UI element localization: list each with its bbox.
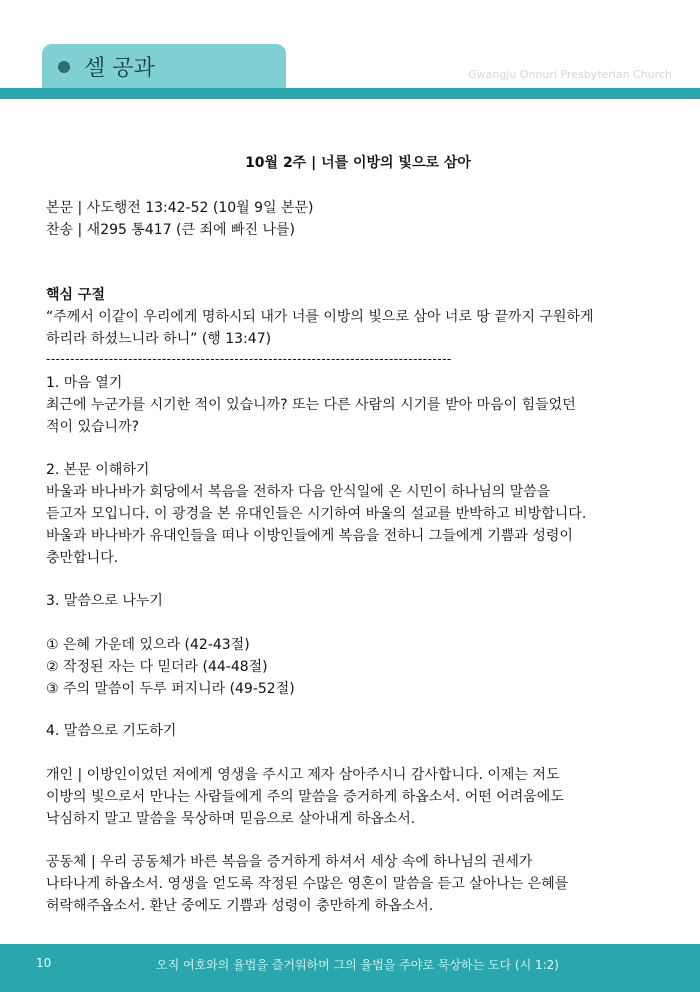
passage: 본문 | 사도행전 13:42-52 (10월 9일 본문) <box>46 200 314 216</box>
paragraph-line: 적이 있습니까? <box>46 419 140 435</box>
header-bar <box>0 88 700 99</box>
paragraph-line: 이방의 빛으로서 만나는 사람들에게 주의 말씀을 증거하게 하옵소서. 어떤 어려움에도 <box>46 789 564 805</box>
bullet-dot-icon <box>58 61 70 73</box>
divider: ------------------------------------------------------------------------------------ <box>46 352 452 366</box>
paragraph-line: 허락해주옵소서. 환난 중에도 기쁨과 성령이 충만하게 하옵소서. <box>46 898 434 914</box>
key-verse-heading: 핵심 구절 <box>46 287 105 303</box>
header-tab <box>42 44 286 88</box>
list-item: ② 작정된 자는 다 믿더라 (44-48절) <box>46 659 268 675</box>
paragraph-line: 공동체 | 우리 공동체가 바른 복음을 증거하게 하셔서 세상 속에 하나님의 권세가 <box>46 854 533 870</box>
tab-title: 셀 공과 <box>84 56 155 81</box>
paragraph-line: 듣고자 모입니다. 이 광경을 본 유대인들은 시기하여 바울의 설교를 반박하고 비방합니다. <box>46 506 587 522</box>
lesson-title: 10월 2주 | 너를 이방의 빛으로 삼아 <box>245 155 471 171</box>
paragraph-line: 바울과 바나바가 회당에서 복음을 전하자 다음 안식일에 온 시민이 하나님의 말씀을 <box>46 484 551 500</box>
section-heading: 4. 말씀으로 기도하기 <box>46 723 177 739</box>
paragraph-line: 최근에 누군가를 시기한 적이 있습니까? 또는 다른 사람의 시기를 받아 마음이 힘들었던 <box>46 397 576 413</box>
church-name: Gwangju Onnuri Presbyterian Church <box>468 68 672 81</box>
paragraph-line: 낙심하지 말고 말씀을 묵상하며 믿음으로 살아내게 하옵소서. <box>46 811 416 827</box>
page-number: 10 <box>36 956 52 970</box>
key-verse-line: “주께서 이같이 우리에게 명하시되 내가 너를 이방의 빛으로 삼아 너로 땅 끝까지 구원하게 <box>46 309 594 325</box>
paragraph-line: 나타나게 하옵소서. 영생을 얻도록 작정된 수많은 영혼이 말씀을 듣고 살아나는 은혜를 <box>46 876 569 892</box>
paragraph-line: 개인 | 이방인이었던 저에게 영생을 주시고 제자 삼아주시니 감사합니다. 이제는 저도 <box>46 767 560 783</box>
list-item: ① 은혜 가운데 있으라 (42-43절) <box>46 637 250 653</box>
footer-bar <box>0 944 700 992</box>
section-heading: 2. 본문 이해하기 <box>46 462 150 478</box>
section-heading: 1. 마음 열기 <box>46 375 123 391</box>
paragraph-line: 충만합니다. <box>46 550 119 566</box>
footer-verse: 오직 여호와의 율법을 즐거워하며 그의 율법을 주야로 묵상하는 도다 (시 1:2) <box>156 958 559 972</box>
section-heading: 3. 말씀으로 나누기 <box>46 593 163 609</box>
paragraph-line: 바울과 바나바가 유대인들을 떠나 이방인들에게 복음을 전하니 그들에게 기쁨과 성령이 <box>46 528 573 544</box>
hymn: 찬송 | 새295 통417 (큰 죄에 빠진 나를) <box>46 222 295 238</box>
list-item: ③ 주의 말씀이 두루 퍼지니라 (49-52절) <box>46 681 295 697</box>
key-verse-line: 하리라 하셨느니라 하니” (행 13:47) <box>46 331 272 347</box>
